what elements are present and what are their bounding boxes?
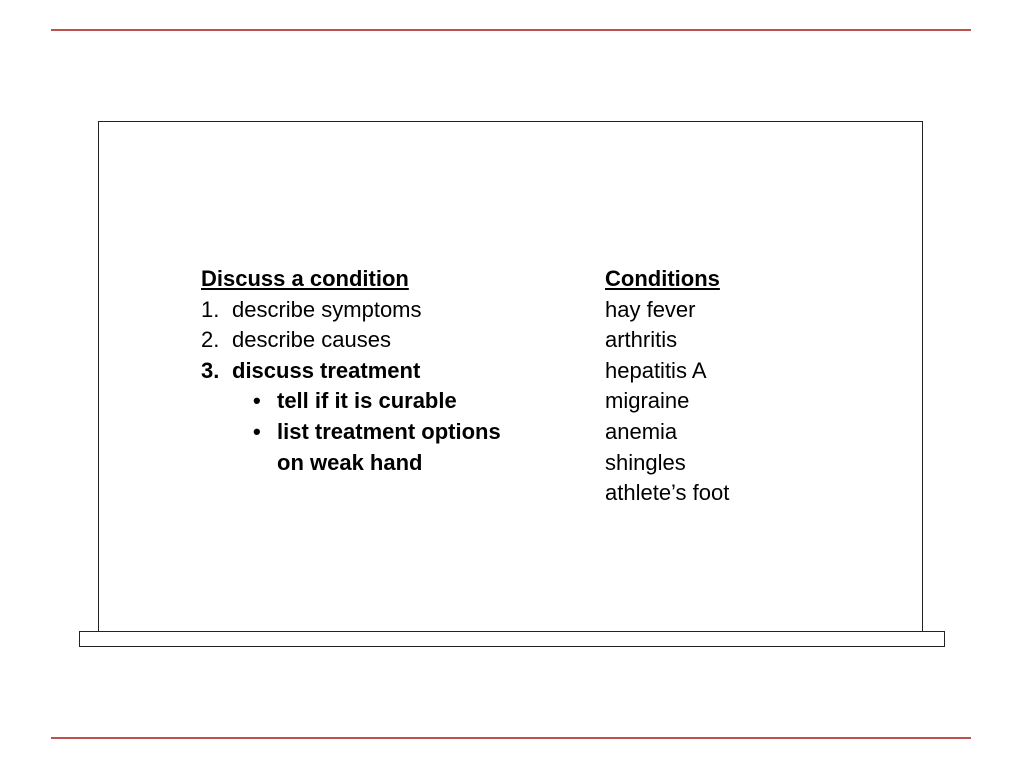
bullet-icon: •	[253, 388, 261, 414]
step-text: describe symptoms	[232, 296, 422, 322]
sub-item-text: tell if it is curable	[277, 388, 457, 414]
sub-item-text: list treatment options	[277, 418, 501, 444]
step-item	[201, 295, 581, 326]
bottom-divider-line	[51, 737, 971, 739]
sub-item	[201, 386, 581, 417]
step-text: discuss treatment	[232, 357, 421, 383]
step-item	[201, 325, 581, 356]
condition-item: arthritis	[605, 327, 678, 353]
condition-item: shingles	[605, 449, 686, 475]
condition-item: athlete’s foot	[605, 480, 730, 506]
condition-item: hepatitis A	[605, 357, 707, 383]
step-item-highlighted	[201, 356, 581, 387]
step-number: 1.	[201, 296, 220, 322]
whiteboard-ledge	[79, 631, 945, 647]
task-instructions	[201, 264, 581, 478]
conditions-heading: Conditions	[605, 266, 720, 291]
task-heading: Discuss a condition	[201, 266, 409, 291]
step-number: 3.	[201, 357, 220, 383]
bullet-icon: •	[253, 418, 261, 444]
condition-item: anemia	[605, 418, 678, 444]
condition-item: hay fever	[605, 296, 696, 322]
step-text: describe causes	[232, 327, 391, 353]
condition-item: migraine	[605, 388, 690, 414]
sub-item-continuation: on weak hand	[277, 449, 423, 475]
sub-item	[201, 417, 581, 448]
step-number: 2.	[201, 327, 220, 353]
top-divider-line	[51, 29, 971, 31]
conditions-list	[605, 264, 865, 509]
